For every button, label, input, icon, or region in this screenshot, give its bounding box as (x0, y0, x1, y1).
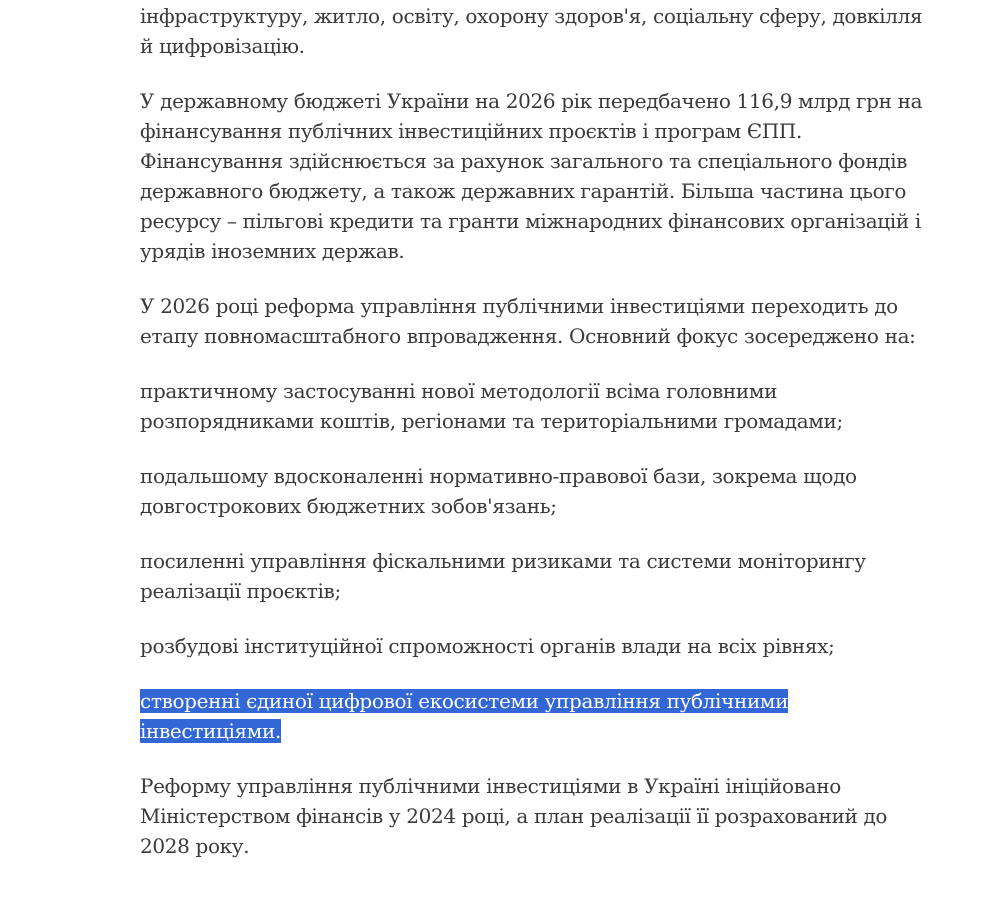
paragraph-intro-continuation: інфраструктуру, житло, освіту, охорону здоров'я, соціальну сферу, довкілля й цифровізацію. (140, 4, 923, 58)
paragraph-budget-2026: У державному бюджеті України на 2026 рік передбачено 116,9 млрд грн на фінансування публічних інвестиційних проєктів і програм ЄПП. Фінансування здійснюється за рахунок загального та спеціального фондів державного бюджету, а також державних гарантій. Більша частина цього ресурсу – пільгові кредити та гранти міжнародних фінансових організацій і урядів іноземних держав. (140, 89, 923, 263)
list-item-fiscal-risks: посиленні управління фіскальними ризиками та системи моніторингу реалізації проєктів; (140, 549, 866, 603)
paragraph-reform-initiated: Реформу управління публічними інвестиціями в Україні ініційовано Міністерством фінансів у 2024 році, а план реалізації її розрахований до 2028 року. (140, 774, 888, 858)
selected-text-highlight[interactable]: створенні єдиної цифрової екосистеми управління публічними інвестиціями. (140, 689, 789, 743)
list-item-legal-framework: подальшому вдосконаленні нормативно-правової бази, зокрема щодо довгострокових бюджетних зобов'язань; (140, 464, 857, 518)
list-item-institutional-capacity: розбудові інституційної спроможності органів влади на всіх рівнях; (140, 634, 835, 658)
paragraph-reform-focus: У 2026 році реформа управління публічними інвестиціями переходить до етапу повномасштабного впровадження. Основний фокус зосереджено на: (140, 294, 916, 348)
list-item-digital-ecosystem (140, 686, 930, 746)
article-body (140, 1, 930, 886)
list-item-methodology: практичному застосуванні нової методології всіма головними розпорядниками коштів, регіонами та територіальними громадами; (140, 379, 843, 433)
